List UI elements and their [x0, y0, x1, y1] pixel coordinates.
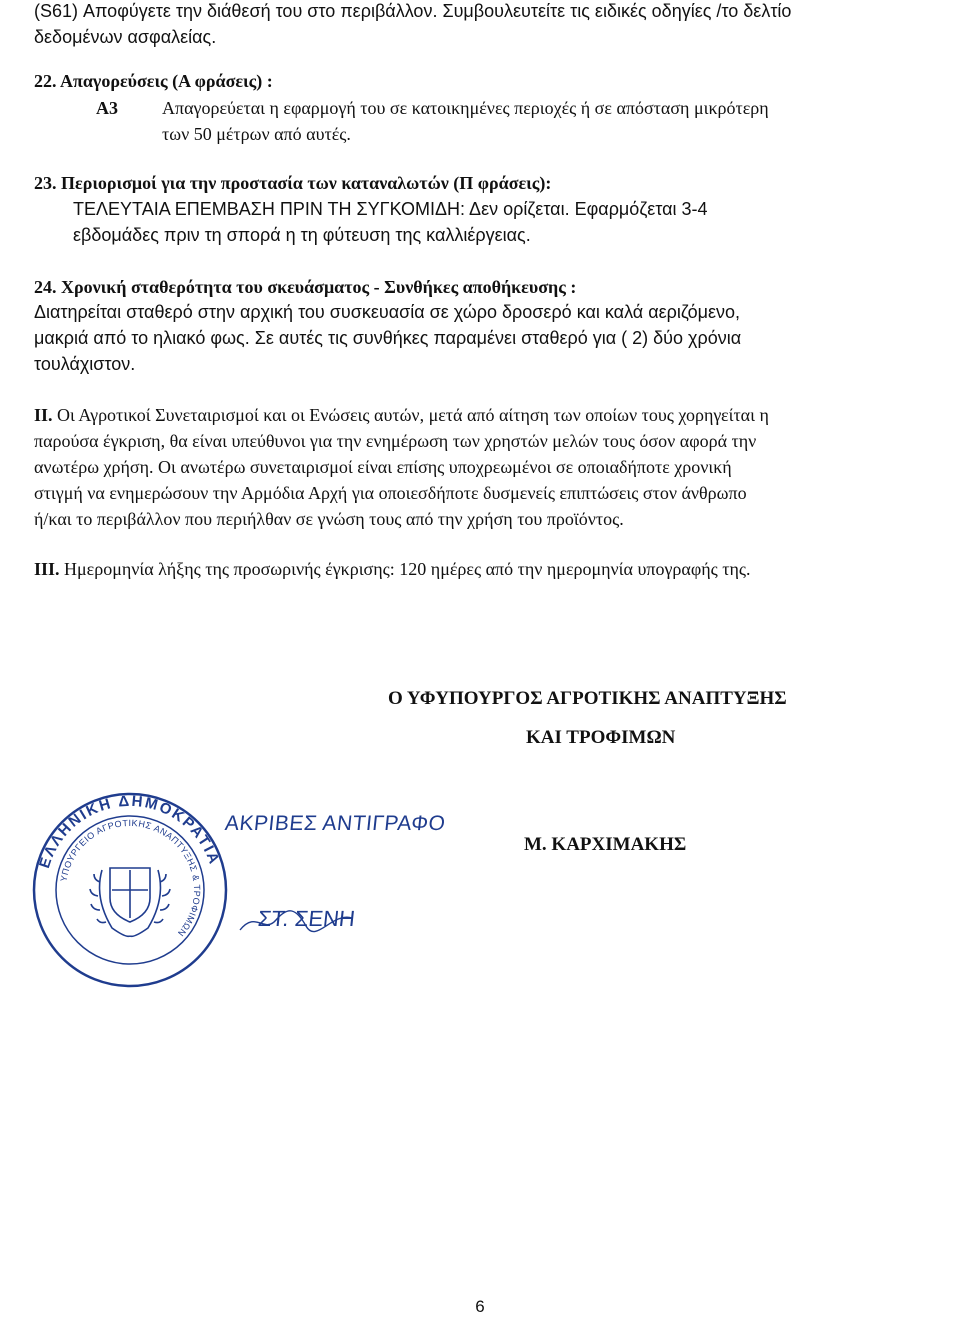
section-24-heading: 24. Χρονική σταθερότητα του σκευάσματος - Συνθήκες αποθήκευσης :	[34, 277, 577, 297]
section-II-line-4: στιγμή να ενημερώσουν την Αρμόδια Αρχή για οποιεσδήποτε δυσμενείς επιπτώσεις στον άνθρωπο	[34, 483, 747, 503]
section-22-code: Α3	[96, 98, 118, 118]
sunlight-text: μακριά από το ηλιακό φως.	[34, 328, 250, 348]
svg-text:ΥΠΟΥΡΓΕΙΟ ΑΓΡΟΤΙΚΗΣ ΑΝΑΠΤΥΞΗΣ: ΥΠΟΥΡΓΕΙΟ ΑΓΡΟΤΙΚΗΣ ΑΝΑΠΤΥΞΗΣ & ΤΡΟΦΙΜΩΝ	[58, 817, 203, 939]
section-II-line-3: ανωτέρω χρήση. Οι ανωτέρω συνεταιρισμοί είναι επίσης υποχρεωμένοι σε οποιαδήποτε χρονική	[34, 457, 732, 477]
signatory-title-line-1: Ο ΥΦΥΠΟΥΡΓΟΣ ΑΓΡΟΤΙΚΗΣ ΑΝΑΠΤΥΞΗΣ	[388, 688, 787, 709]
section-23-line-1	[73, 196, 708, 222]
section-III-label: ΙΙΙ.	[34, 559, 60, 579]
stability-text: Σε αυτές τις συνθήκες παραμένει σταθερό για ( 2) δύο χρόνια	[254, 328, 742, 348]
section-II-line-2: παρούσα έγκριση, θα είναι υπεύθυνοι για την ενημέρωση των χρηστών μελών τους όσον αφορά την	[34, 431, 757, 451]
section-II-line-5: ή/και το περιβάλλον που περιήλθαν σε γνώση τους από την χρήση του προϊόντος.	[34, 509, 624, 529]
section-24-line-3: τουλάχιστον.	[34, 354, 136, 374]
section-23-line-2: εβδομάδες πριν τη σπορά η τη φύτευση της καλλιέργειας.	[73, 225, 531, 245]
signature-scribble-icon	[236, 900, 356, 940]
signatory-name: Μ. ΚΑΡΧΙΜΑΚΗΣ	[524, 834, 687, 855]
section-II-label: ΙΙ.	[34, 405, 53, 425]
application-timing-text: Εφαρμόζεται 3-4	[574, 199, 708, 219]
section-II-line-1: ΙΙ. Οι Αγροτικοί Συνεταιρισμοί και οι Ενώσεις αυτών, μετά από αίτηση των οποίων τους χορηγείται η	[34, 405, 769, 425]
svg-text:ΕΛΛΗΝΙΚΗ ΔΗΜΟΚΡΑΤΙΑ: ΕΛΛΗΝΙΚΗ ΔΗΜΟΚΡΑΤΙΑ	[36, 792, 224, 871]
section-24-line-1: Διατηρείται σταθερό στην αρχική του συσκευασία σε χώρο δροσερό και καλά αεριζόμενο,	[34, 302, 741, 322]
official-seal-icon	[30, 790, 230, 990]
last-application-text: ΤΕΛΕΥΤΑΙΑ ΕΠΕΜΒΑΣΗ ΠΡΙΝ ΤΗ ΣΥΓΚΟΜΙΔΗ: Δεν ορίζεται.	[73, 199, 570, 219]
section-22-line-2: των 50 μέτρων από αυτές.	[162, 124, 351, 144]
certified-copy-stamp: ΑΚΡΙΒΕΣ ΑΝΤΙΓΡΑΦΟ	[223, 812, 447, 835]
s61-line-2: δεδομένων ασφαλείας.	[34, 27, 217, 47]
section-III-line: ΙΙΙ. Ημερομηνία λήξης της προσωρινής έγκρισης: 120 ημέρες από την ημερομηνία υπογραφής της.	[34, 559, 751, 579]
s61-line-1: (S61) Αποφύγετε την διάθεσή του στο περιβάλλον. Συμβουλευτείτε τις ειδικές οδηγίες /το δελτίο	[34, 1, 792, 21]
page-number: 6	[475, 1297, 485, 1316]
certifier-signature: ΣΤ. ΣΕΝΗ	[256, 906, 357, 931]
section-22-heading: 22. Απαγορεύσεις (Α φράσεις) :	[34, 71, 273, 91]
section-23-heading: 23. Περιορισμοί για την προστασία των καταναλωτών (Π φράσεις):	[34, 173, 552, 193]
section-24-line-2	[34, 325, 741, 351]
section-22-line-1: Απαγορεύεται η εφαρμογή του σε κατοικημένες περιοχές ή σε απόσταση μικρότερη	[162, 98, 769, 118]
signatory-title-line-2: ΚΑΙ ΤΡΟΦΙΜΩΝ	[526, 727, 676, 748]
